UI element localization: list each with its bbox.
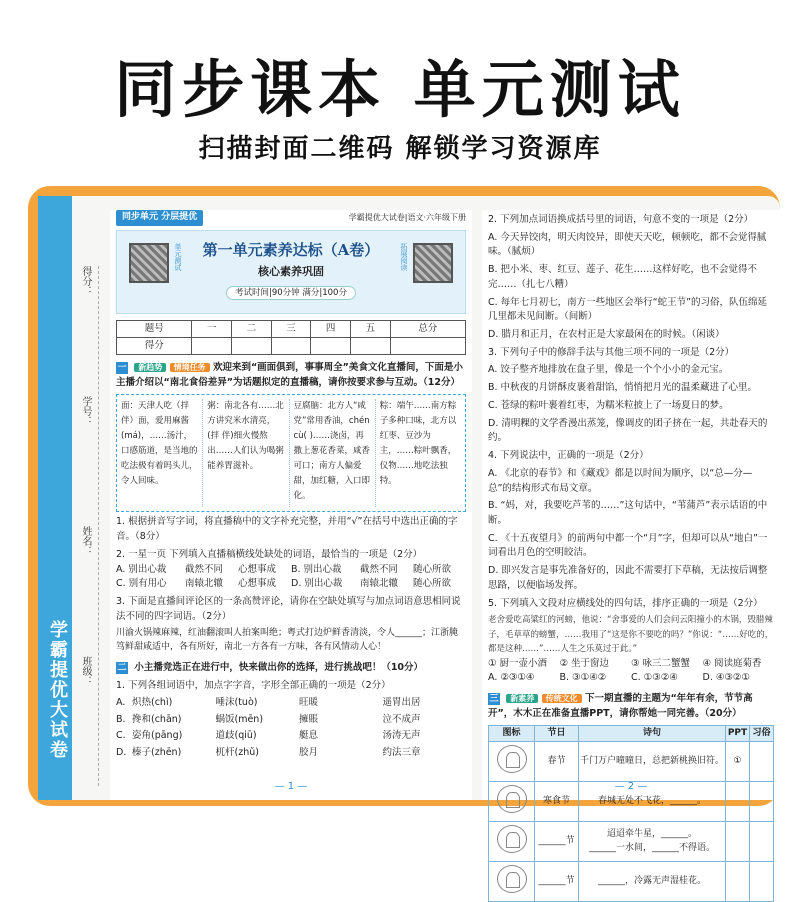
score-cell: 得分: [117, 338, 192, 355]
book-spine: [38, 196, 72, 800]
option[interactable]: A. ②③①④: [488, 672, 535, 684]
phrase: ③ 咏三二蟹蟹: [631, 657, 691, 669]
score-input[interactable]: [271, 338, 311, 355]
option[interactable]: D. 即兴发言是事先准备好的，因此不需要打下草稿，无法按后调整思路，以便临场发挥。: [488, 565, 768, 591]
option-word: 心想事成: [237, 563, 276, 575]
exam-meta: 考试时间|90分钟 满分|100分: [226, 286, 356, 300]
option-word: 截然不同: [184, 563, 223, 575]
exam-page-1: [110, 210, 472, 800]
festival-table: [488, 725, 774, 902]
score-cell: 三: [271, 321, 311, 338]
option-word: 搀和(chān): [132, 713, 182, 725]
open-book: [38, 196, 780, 886]
option-word: 擁賬: [299, 713, 319, 725]
gate-icon: [497, 745, 527, 773]
literacy-badge: 新素养: [506, 694, 538, 703]
question-2-4: 5. 下列填入文段对应横线处的四句话，排序正确的一项是（2分）: [488, 597, 763, 609]
option-word: 南辕北辙: [184, 578, 223, 590]
poem-line[interactable]: 春城无处不飞花，______。: [579, 782, 726, 822]
option[interactable]: A. 别出心裁: [116, 563, 167, 575]
score-input[interactable]: [390, 338, 465, 355]
festival-name: 寒食节: [535, 782, 579, 822]
unit-subtitle: 核心素养巩固: [258, 265, 324, 278]
table-header: 节日: [535, 726, 579, 742]
question-4-options: [116, 696, 466, 761]
trend-badge: 新趋势: [134, 363, 166, 372]
option-word: 截然不同: [359, 563, 398, 575]
page-number: — 1 —: [274, 780, 308, 792]
brand-logo: 学霸提优大试卷: [47, 620, 68, 760]
question-2: 2. 一星一页 下列填入直播稿横线处缺处的词语，最恰当的一项是（2分）: [116, 548, 423, 560]
section-2-heading: [116, 661, 466, 676]
morning-glory-icon: [497, 825, 527, 853]
question-2-1: 2. 下列加点词语换成括号里的词语，句意不变的一项是（2分）: [488, 214, 754, 225]
culture-badge: 传统文化: [542, 694, 582, 703]
option[interactable]: B. 中秋夜的月饼酥皮裹着甜馅，悄悄把月光的温柔藏进了心里。: [488, 382, 758, 394]
table-header: PPT: [726, 726, 750, 742]
option[interactable]: A. 今天异饺肉，明天肉饺异，即使天天吃，顿顿吃，都不会觉得腻味。（腻烦）: [488, 231, 767, 258]
page-number: — 2 —: [614, 780, 648, 792]
option-word: 蜗饭(mēn): [215, 713, 264, 725]
score-input[interactable]: [192, 338, 232, 355]
option-letter[interactable]: A.: [116, 696, 126, 708]
score-cell: 一: [192, 321, 232, 338]
option-word: 随心所欲: [412, 578, 451, 590]
poem-line[interactable]: ______，冷露无声湿桂花。: [579, 862, 726, 902]
food-cards: [116, 394, 466, 512]
option-word: 胶月: [299, 746, 319, 758]
score-cell: 总分: [390, 321, 465, 338]
score-input[interactable]: [311, 338, 351, 355]
order-options: [488, 671, 774, 686]
custom-slot[interactable]: [750, 862, 774, 902]
option-word: 遥胃出居: [382, 696, 421, 708]
option-word: 南辕北辙: [359, 578, 398, 590]
section-3-text: 下一期直播的主题为“年年有余，节节高开”，木木正在准备直播PPT，请你帮她一同完善。（20分）: [488, 693, 753, 719]
table-row: [489, 862, 774, 902]
score-cell: 二: [232, 321, 272, 338]
option[interactable]: D. 腊月和正月，在农村正是大家最闲在的时候。（闲谈）: [488, 329, 725, 341]
option-word: 汤涛无声: [382, 730, 421, 742]
option[interactable]: D. 别出心裁: [291, 578, 343, 590]
option-letter[interactable]: B.: [116, 713, 126, 725]
option-word: 唾沫(tuò): [215, 696, 258, 708]
option[interactable]: C. 别有用心: [116, 578, 167, 590]
hero-title: 同步课本 单元测试: [114, 53, 686, 126]
option[interactable]: C. ①③②④: [631, 672, 678, 684]
page-header-right: 学霸提优大试卷|语文·六年级下册: [348, 212, 466, 222]
task-badge: 情境任务: [170, 363, 210, 372]
option-letter[interactable]: C.: [116, 730, 126, 742]
unit-header: [116, 230, 466, 314]
score-input[interactable]: [350, 338, 390, 355]
question-2-options: [116, 563, 466, 592]
flower-icon: [497, 865, 527, 893]
option-word: 炽热(chì): [132, 696, 173, 708]
option[interactable]: B. ③①④②: [559, 672, 607, 684]
qr-caption-left: 单元测试: [174, 243, 182, 271]
exam-page-2: [482, 210, 780, 886]
festival-name[interactable]: ______节: [535, 862, 579, 902]
score-input[interactable]: [232, 338, 272, 355]
option-word: 约法三章: [382, 746, 421, 758]
ppt-slot[interactable]: ①: [726, 742, 750, 782]
side-field-score: 得分：: [80, 266, 91, 296]
custom-slot[interactable]: [750, 822, 774, 862]
ppt-slot[interactable]: [726, 822, 750, 862]
option[interactable]: B. “妈，对，我要吃芦苇的……”这句话中，“苇蒲芦”表示话语的中断。: [488, 500, 768, 526]
festival-name[interactable]: ______节: [535, 822, 579, 862]
section-2-text: 小主播竞选正在进行中，快来做出你的选择，进行挑战吧！（10分）: [134, 662, 424, 674]
food-card: 粥：南北各有……北方讲究米水清亮，(拌 伴)细火慢熬出……人们认为喝粥能养胃滋补。: [207, 399, 289, 507]
festival-name: 春节: [535, 742, 579, 782]
question-2-2: 3. 下列句子中的修辞手法与其他三项不同的一项是（2分）: [488, 346, 735, 358]
poem-line: 千门万户曈曈日，总把新桃换旧符。: [579, 742, 726, 782]
question-4: 1. 下列各组词语中，加点字字音，字形全部正确的一项是（2分）: [116, 680, 391, 692]
question-3: 3. 下面是直播间评论区的一条高赞评论，请你在空缺处填写与加点词语意思相同说法不同的四字词语。（2分）: [116, 596, 461, 622]
custom-slot[interactable]: [750, 742, 774, 782]
phrase: ① 厨一壶小酒: [488, 657, 548, 669]
option-word: 泣不成声: [382, 713, 421, 725]
score-cell: 五: [350, 321, 390, 338]
table-header: 图标: [489, 726, 535, 742]
option-word: 随心所欲: [412, 563, 451, 575]
food-card: 粽：端午……南方粽子多种口味，北方以红枣、豆沙为主，……粽叶飘香，仪物……地吃法独特。: [379, 401, 457, 486]
section-3-heading: [488, 692, 774, 721]
score-table: [116, 320, 466, 355]
option-word: 榛子(zhēn): [132, 746, 182, 758]
score-cell: 题号: [117, 321, 192, 338]
section-number: 一: [117, 363, 127, 373]
phrase-list: [488, 657, 774, 672]
qr-caption-right: 拓展阅读: [400, 243, 408, 271]
reading-passage: 老舍爱吃高粱红的河螃，他说：“舍事爱的人们会问云阳撞小的木锅，毁腊辣子，毛草草的螃蟹，……我用了“这是你不要吃的吗？”你说：“……好吃的，都是这种……”……人生之乐莫过于此。”: [488, 615, 774, 655]
section-1-heading: [116, 361, 466, 390]
hero-subtitle: 扫描封面二维码 解锁学习资源库: [198, 134, 602, 164]
food-card: 面：天津人吃（拌 伴）面，爱用麻酱(má)，……汤汁，口感筋道，是当地的吃法极有着吗头儿，令人回味。: [121, 399, 203, 507]
section-number: 二: [117, 663, 127, 674]
food-card: 豆腐脑：北方人“咸党”常用香油，chén cù( )……浇卤，再撒上葱花香菜，咸香可口；南方人偏爱甜，加红糖，入口即化。: [294, 399, 376, 507]
option[interactable]: A. 饺子整齐地排放在盘子里，像是一个个小小的金元宝。: [488, 364, 729, 376]
phrase: ④ 阅读庭菊香: [702, 657, 762, 669]
option-word: 道歧(qiū): [215, 730, 257, 742]
option-word: 艇息: [299, 730, 319, 742]
poem-line[interactable]: 迢迢牵牛星，______。 ______一水间，______不得语。: [579, 822, 726, 862]
section-1-text: 欢迎来到“画面俱到，事事周全”美食文化直播间，下面是小主播介绍以“南北食俗差异”为话题拟定的直播稿，请你按要求参与互动。（12分）: [116, 362, 463, 388]
score-cell: 四: [311, 321, 351, 338]
option[interactable]: D. 清明粿的文学香漫出蒸笼，像调皮的团子挤在一起，共赴春天的约。: [488, 417, 768, 444]
option-letter[interactable]: D.: [116, 746, 127, 758]
option[interactable]: D. ④③②①: [702, 672, 750, 684]
side-field-number: 学号：: [80, 396, 91, 426]
side-field-name: 姓名：: [80, 526, 91, 556]
option-word: 心想事成: [237, 578, 276, 590]
question-2-3: 4. 下列说法中，正确的一项是（2分）: [488, 450, 649, 462]
table-header: 习俗: [750, 726, 774, 742]
option[interactable]: A. 《北京的春节》和《藏戏》都是以时间为顺序，以“总—分—总”的结构形式布局文章。: [488, 467, 753, 494]
option[interactable]: C. 《十五夜望月》的前两句中都一个“月”字，但却可以从“地白”一词看出月色的空明皎洁。: [488, 532, 768, 559]
option-word: 姿角(pāng): [132, 730, 183, 742]
side-field-class: 班级：: [80, 656, 91, 686]
table-header: 诗句: [579, 726, 726, 742]
table-row: [489, 742, 774, 782]
option[interactable]: B. 别出心裁: [291, 563, 342, 575]
option[interactable]: C. 每年七月初七，南方一些地区会举行“蛇王节”的习俗，队伍绵延几里都未见间断。（间断）: [488, 296, 768, 323]
question-1: 1. 根据拼音写字词，将直播稿中的文字补充完整，并用“√”在括号中选出正确的字音。（8分）: [116, 516, 458, 543]
option-word: 杌杆(zhǔ): [215, 746, 259, 758]
option[interactable]: B. 把小米、枣、红豆、莲子、花生……这样好吃，也不会觉得不完……（扎七八糟）: [488, 264, 758, 290]
section-number: 三: [489, 694, 499, 704]
option[interactable]: C. 苍绿的粽叶裹着红枣，为糯米粒披上了一场夏日的梦。: [488, 399, 729, 411]
table-row: [489, 822, 774, 862]
question-3-text: 川渝火锅辣麻辣，红油翻滚叫人拍案叫绝；粤式打边炉鲜香清淡，令人______；江浙腌笃鲜甜咸适中，各有所好，南北一方各有一方味，各有风情动人心！: [116, 628, 459, 653]
phrase: ② 坐于窗边: [559, 657, 610, 669]
series-tag: 同步单元 分层提优: [116, 210, 203, 226]
ppt-slot[interactable]: [726, 862, 750, 902]
cut-line: [98, 266, 99, 786]
option-word: 旺暖: [299, 696, 319, 708]
unit-title: 第一单元素养达标（A卷）: [202, 241, 380, 259]
